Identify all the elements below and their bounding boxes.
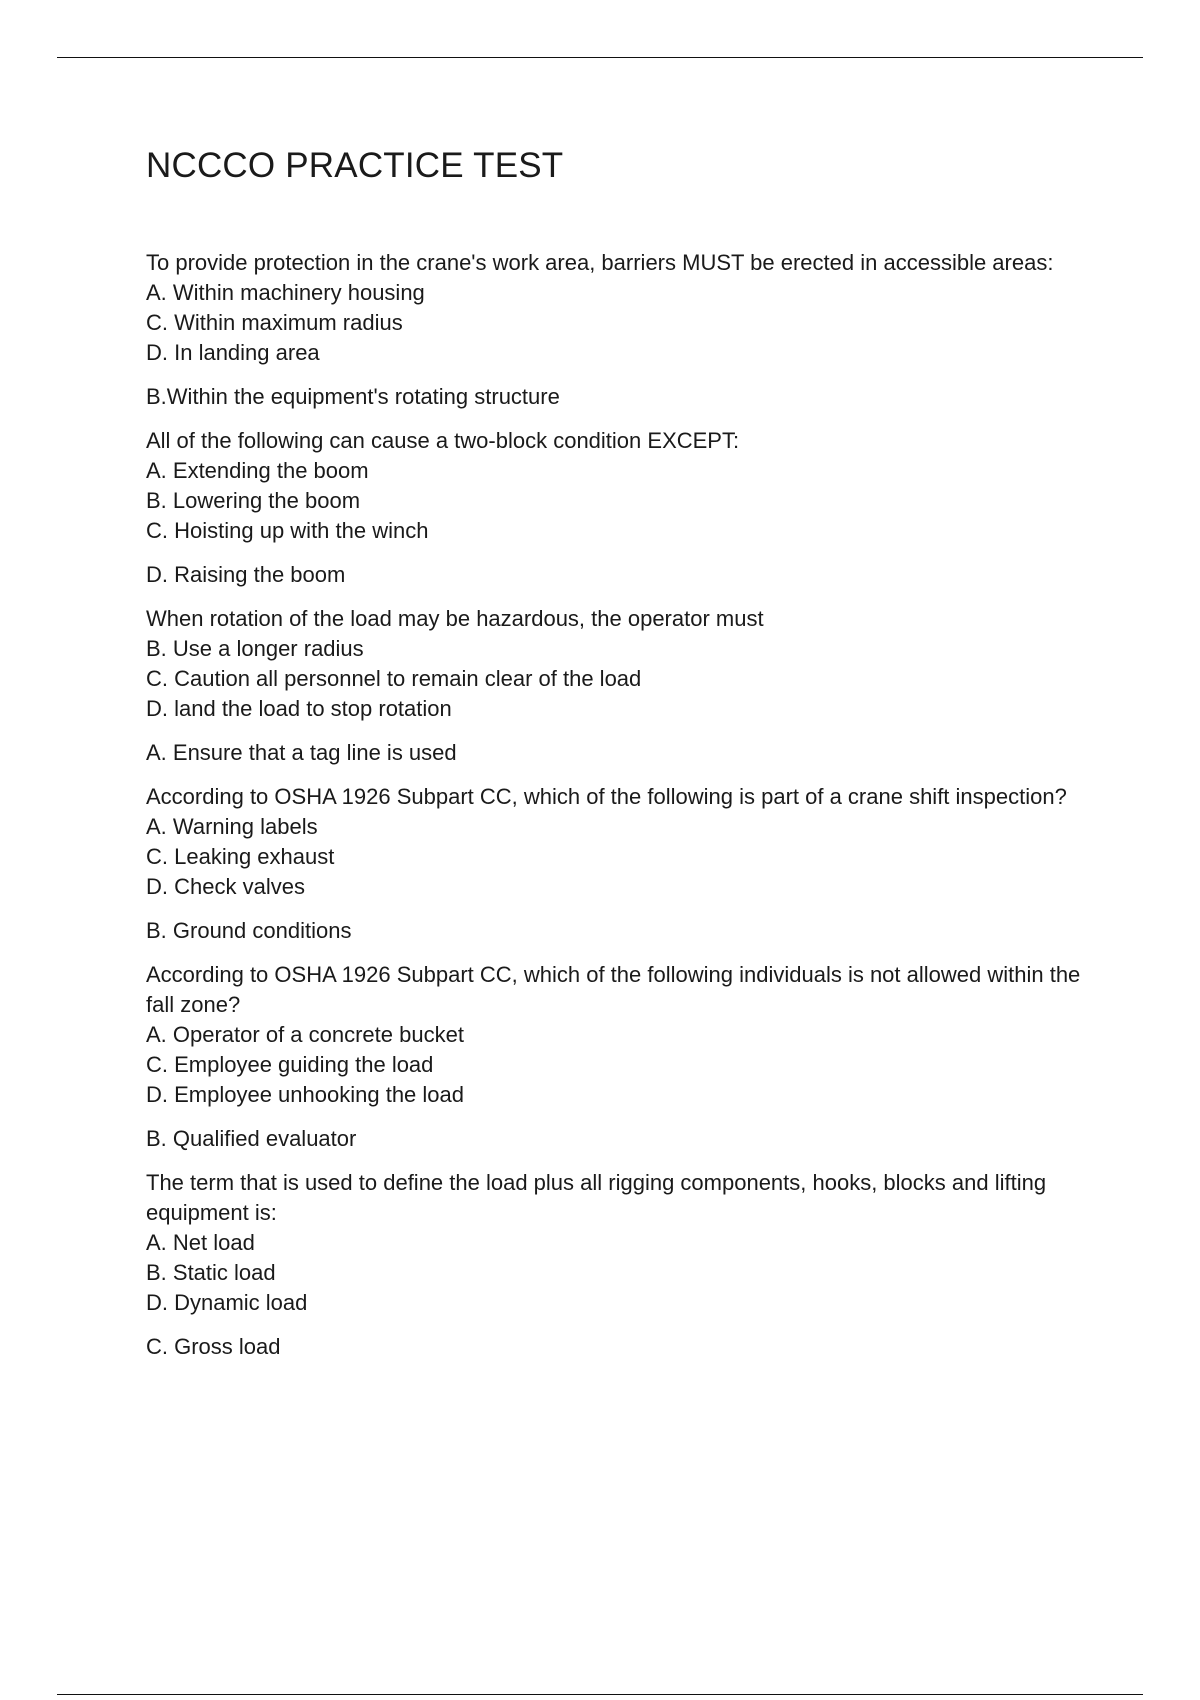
question-block <box>146 248 1086 412</box>
question-text: When rotation of the load may be hazardous, the operator must <box>146 606 764 631</box>
question-text: To provide protection in the crane's work area, barriers MUST be erected in accessible areas: <box>146 250 1054 275</box>
document-body <box>146 142 1086 1376</box>
option-text: D. In landing area <box>146 340 320 365</box>
question-block <box>146 426 1086 590</box>
option-text: C. Hoisting up with the winch <box>146 518 429 543</box>
option-text: D. Employee unhooking the load <box>146 1082 464 1107</box>
question-block <box>146 604 1086 768</box>
option-text: D. land the load to stop rotation <box>146 696 452 721</box>
option-text: A. Net load <box>146 1230 255 1255</box>
option-text: A. Operator of a concrete bucket <box>146 1022 464 1047</box>
answer-text: C. Gross load <box>146 1334 281 1359</box>
answer-text: A. Ensure that a tag line is used <box>146 740 457 765</box>
option-text: B. Use a longer radius <box>146 636 364 661</box>
option-text: B. Lowering the boom <box>146 488 361 513</box>
document-title: NCCCO PRACTICE TEST <box>146 146 564 185</box>
option-text: A. Extending the boom <box>146 458 369 483</box>
option-text: C. Within maximum radius <box>146 310 403 335</box>
answer-text: B.Within the equipment's rotating structure <box>146 384 560 409</box>
answer-text: D. Raising the boom <box>146 562 346 587</box>
top-rule <box>57 57 1143 58</box>
question-text: According to OSHA 1926 Subpart CC, which of the following individuals is not allowed within the fall zone? <box>146 962 1081 1017</box>
question-text: According to OSHA 1926 Subpart CC, which of the following is part of a crane shift inspection? <box>146 784 1067 809</box>
option-text: C. Caution all personnel to remain clear of the load <box>146 666 642 691</box>
option-text: C. Employee guiding the load <box>146 1052 434 1077</box>
option-text: C. Leaking exhaust <box>146 844 335 869</box>
question-text: The term that is used to define the load plus all rigging components, hooks, blocks and lifting equipment is: <box>146 1170 1047 1225</box>
question-block <box>146 960 1086 1154</box>
answer-text: B. Ground conditions <box>146 918 352 943</box>
question-block <box>146 1168 1086 1362</box>
option-text: D. Dynamic load <box>146 1290 308 1315</box>
option-text: B. Static load <box>146 1260 276 1285</box>
question-list <box>146 248 1086 1362</box>
option-text: D. Check valves <box>146 874 305 899</box>
bottom-rule <box>57 1694 1143 1695</box>
question-block <box>146 782 1086 946</box>
option-text: A. Within machinery housing <box>146 280 425 305</box>
answer-text: B. Qualified evaluator <box>146 1126 357 1151</box>
question-text: All of the following can cause a two-block condition EXCEPT: <box>146 428 740 453</box>
option-text: A. Warning labels <box>146 814 318 839</box>
